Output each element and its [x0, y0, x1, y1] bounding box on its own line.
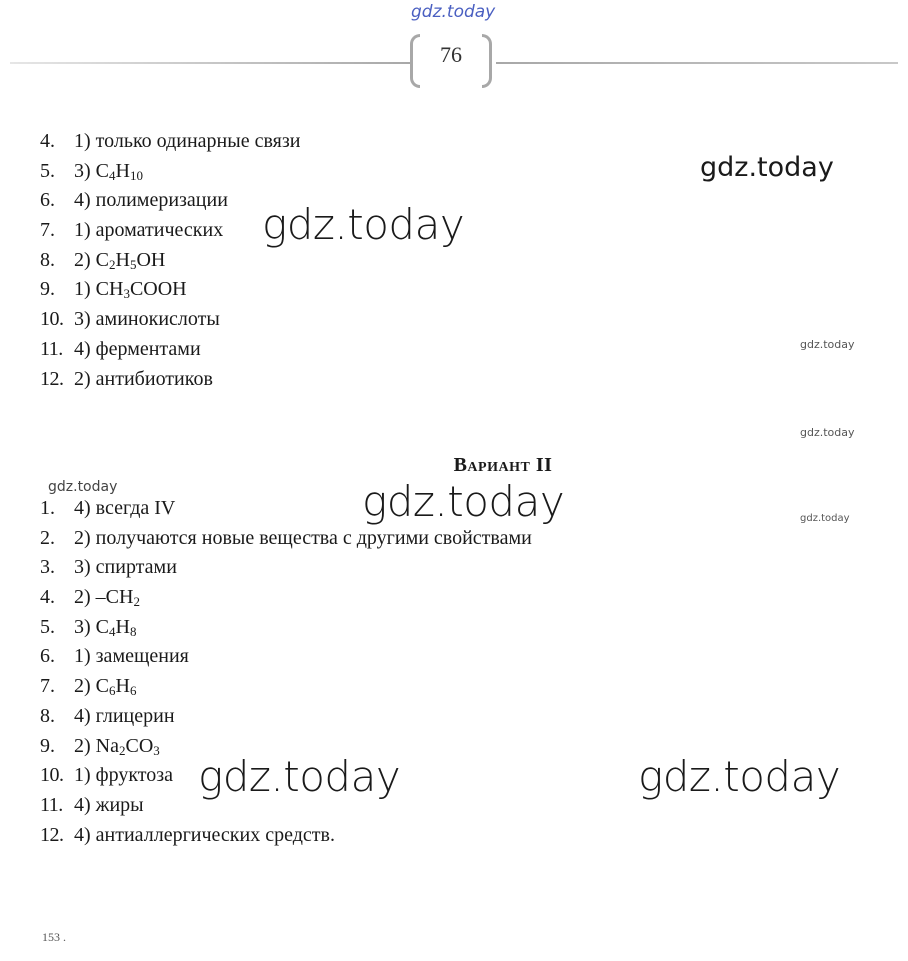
answer-text: 3) аминокислоты	[74, 308, 220, 331]
answer-number: 4.	[40, 130, 55, 152]
header-watermark: gdz.today	[411, 2, 496, 22]
answer-text: 4) антиаллергических средств.	[74, 823, 335, 846]
watermark: gdz.today	[700, 152, 834, 183]
header-rule-left	[10, 62, 410, 64]
answer-text: 2) $C_2H_5OH$	[74, 248, 166, 272]
answer-text: 3) спиртами	[74, 556, 177, 579]
variant1-answer-item	[40, 157, 300, 187]
watermark: gdz.today	[262, 200, 465, 249]
answer-number: 7.	[40, 675, 55, 698]
watermark: gdz.today	[638, 752, 841, 801]
variant1-answer-item	[40, 335, 300, 365]
watermark: gdz.today	[800, 513, 850, 524]
answer-number: 11.	[40, 793, 63, 816]
answer-text: 1) ароматических	[74, 219, 224, 242]
answer-text: 3) $C_4H_8$	[74, 615, 137, 639]
page-number: 76	[440, 42, 462, 67]
answer-number: 10.	[40, 764, 64, 787]
answer-number: 8.	[40, 704, 55, 727]
answer-text: 4) ферментами	[74, 337, 201, 360]
answer-text: 2) $Na_2CO_3$	[74, 734, 160, 758]
answer-number: 5.	[40, 615, 55, 638]
answer-text: 4) всегда IV	[74, 497, 176, 519]
answer-text: 4) полимеризации	[74, 189, 228, 212]
variant2-title: Вариант II	[453, 454, 553, 476]
answer-number: 9.	[40, 734, 55, 757]
answer-number: 10.	[40, 308, 64, 331]
variant1-answer-list	[40, 127, 300, 394]
answer-number: 2.	[40, 526, 55, 549]
variant1-answer-item	[40, 365, 300, 395]
variant1-answer-item	[40, 305, 300, 335]
answer-text: 4) жиры	[74, 793, 144, 816]
answer-text: 1) фруктоза	[74, 764, 174, 787]
answer-number: 7.	[40, 219, 55, 242]
answer-text: 2) антибиотиков	[74, 367, 213, 390]
variant2-answer-item	[40, 642, 532, 672]
variant2-answer-item	[40, 672, 532, 702]
variant2-answer-item	[40, 553, 532, 583]
answer-number: 6.	[40, 645, 55, 668]
variant1-answer-item	[40, 246, 300, 276]
answer-number: 9.	[40, 278, 55, 301]
answer-text: 2) $C_6H_6$	[74, 675, 137, 699]
variant1-answer-item	[40, 127, 300, 157]
answer-text: 4) глицерин	[74, 704, 175, 727]
answer-number: 6.	[40, 189, 55, 212]
watermark: gdz.today	[198, 752, 401, 801]
answer-text: 2) получаются новые вещества с другими свойствами	[74, 526, 532, 549]
footer-text: 153 .	[42, 930, 66, 944]
answer-number: 8.	[40, 248, 55, 271]
answer-text: 1) только одинарные связи	[74, 130, 301, 152]
answer-number: 12.	[40, 823, 64, 846]
answer-text: 1) $CH_3COOH$	[74, 278, 187, 302]
variant1-answer-item	[40, 275, 300, 305]
watermark: gdz.today	[362, 477, 565, 526]
watermark: gdz.today	[800, 426, 855, 439]
answer-text: 2) $-CH_2$	[74, 586, 140, 610]
header-rule-right	[496, 62, 898, 64]
variant2-answer-item	[40, 613, 532, 643]
variant2-answer-item	[40, 583, 532, 613]
answer-number: 1.	[40, 497, 55, 519]
page-number-bracket-right	[482, 34, 492, 88]
page-number-bracket-left	[410, 34, 420, 88]
answer-text: 3) $C_4H_{10}$	[74, 159, 143, 183]
variant2-answer-item	[40, 524, 532, 554]
answer-number: 3.	[40, 556, 55, 579]
answer-number: 5.	[40, 159, 55, 182]
answer-number: 11.	[40, 337, 63, 360]
variant2-answer-item	[40, 821, 532, 851]
variant2-answer-item	[40, 702, 532, 732]
watermark: gdz.today	[48, 479, 118, 495]
answer-number: 4.	[40, 586, 55, 609]
answer-number: 12.	[40, 367, 64, 390]
answer-text: 1) замещения	[74, 645, 189, 668]
watermark: gdz.today	[800, 338, 855, 351]
